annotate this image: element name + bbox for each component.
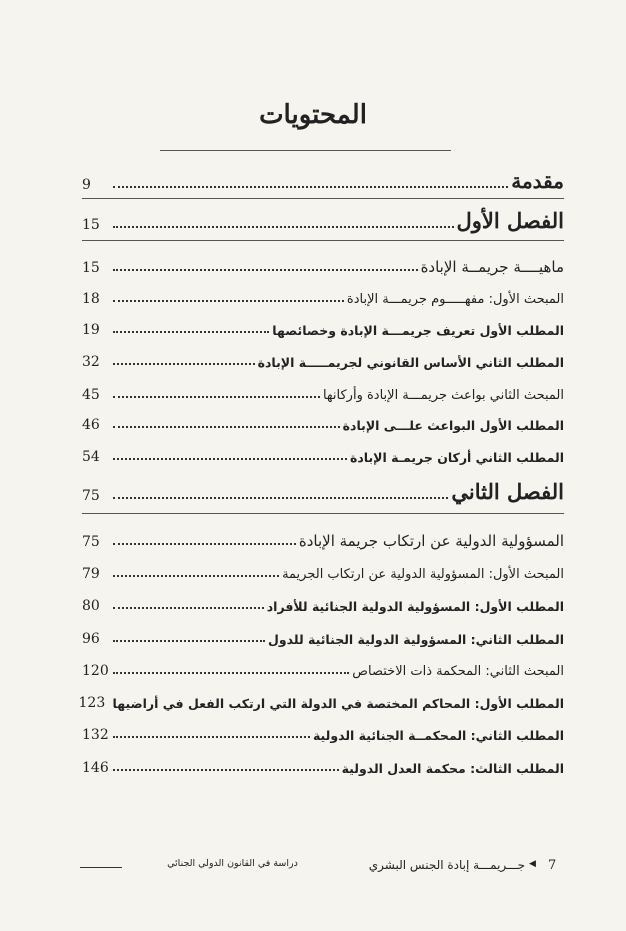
toc-entry — [82, 621, 564, 647]
toc-leader-dots — [113, 185, 508, 188]
toc-entry-page: 79 — [82, 566, 100, 582]
toc-entry-page: 75 — [82, 488, 100, 504]
toc-entry — [82, 653, 564, 679]
toc-entry — [82, 750, 564, 776]
toc-entry — [82, 556, 564, 582]
toc-entry-page: 32 — [82, 354, 100, 370]
toc-entry-title: المطلب الأول تعريف جريمـــة الإبادة وخصائصها — [272, 323, 564, 338]
toc-leader-dots — [113, 735, 310, 738]
toc-entry-page: 123 — [78, 695, 106, 711]
toc-entry-title: ماهيــــة جريمــة الإبادة — [420, 258, 564, 276]
toc-leader-dots — [113, 606, 264, 609]
toc-entry — [82, 588, 564, 614]
toc-entry-title: المطلب الأول البواعث علـــى الإبادة — [342, 418, 564, 433]
toc-leader-dots — [113, 299, 344, 302]
toc-leader-dots — [113, 362, 255, 365]
toc-entry — [82, 377, 564, 403]
toc-entry — [82, 524, 564, 550]
toc-entry — [82, 312, 564, 338]
toc-entry-page: 45 — [82, 387, 100, 403]
footer-rule — [80, 867, 122, 868]
toc-entry-page: 132 — [82, 727, 109, 743]
toc-entry-page: 9 — [82, 177, 91, 193]
toc-entry-page: 46 — [82, 417, 100, 433]
toc-entry-title: المطلب الثالث: محكمة العدل الدولية — [341, 761, 564, 776]
toc-entry-title: المطلب الثاني: المحكمــة الجنائية الدولية — [312, 728, 564, 743]
page-title: المحتويات — [259, 100, 367, 130]
toc-entry-title: المبحث الثاني: المحكمة ذات الاختصاص — [352, 664, 564, 679]
toc-entry-title: مقدمة — [511, 169, 564, 193]
toc-entry-title: المسؤولية الدولية عن ارتكاب جريمة الإبادة — [298, 532, 564, 550]
toc-entry-title: المطلب الثاني أركان جريمـة الإبادة — [350, 450, 564, 465]
toc-leader-dots — [113, 395, 320, 398]
toc-entry — [82, 344, 564, 370]
toc-entry — [82, 281, 564, 307]
toc-entry-title: المبحث الأول: المسؤولية الدولية عن ارتكاب الجريمة — [282, 567, 564, 582]
toc-entry — [78, 685, 564, 711]
toc-entry-title: المطلب الثاني الأساس القانوني لجريمـــــة الإبادة — [257, 355, 564, 370]
toc-leader-dots — [113, 425, 340, 428]
toc-entry-title: المبحث الثاني بواعث جريمـــة الإبادة وأركانها — [322, 388, 564, 403]
toc-entry-title: المطلب الأول: المحاكم المختصة في الدولة التي ارتكب الفعل في أراضيها — [112, 696, 564, 711]
row-separator — [82, 198, 564, 199]
toc-leader-dots — [113, 639, 265, 642]
row-separator — [82, 240, 564, 241]
toc-leader-dots — [113, 671, 349, 674]
toc-leader-dots — [113, 574, 279, 577]
page-number: 7 — [548, 858, 557, 873]
toc-leader-dots — [113, 542, 296, 545]
toc-entry-page: 120 — [82, 663, 109, 679]
toc-entry — [82, 207, 564, 233]
toc-leader-dots — [113, 330, 269, 333]
toc-entry-title: المطلب الثاني: المسؤولية الدولية الجنائية للدول — [268, 632, 564, 647]
toc-entry-title: المطلب الأول: المسؤولية الدولية الجنائية للأفراد — [266, 599, 564, 614]
toc-leader-dots — [113, 457, 347, 460]
page-footer — [0, 852, 626, 876]
toc-entry-page: 96 — [82, 631, 100, 647]
arrow-left-icon: ◀ — [529, 859, 536, 869]
toc-leader-dots — [113, 268, 418, 271]
toc-entry-page: 15 — [82, 260, 100, 276]
toc-entry-title: الفصل الأول — [456, 208, 564, 233]
toc-entry-page: 19 — [82, 322, 100, 338]
toc-entry-page: 80 — [82, 598, 100, 614]
row-separator — [82, 513, 564, 514]
title-separator — [160, 150, 451, 151]
toc-entry — [82, 717, 564, 743]
toc-entry — [82, 167, 564, 193]
toc-entry-page: 54 — [82, 449, 100, 465]
toc-entry — [82, 407, 564, 433]
toc-entry — [82, 478, 564, 504]
toc-leader-dots — [113, 496, 448, 499]
toc-entry-title: المبحث الأول: مفهـــــوم جريمـــة الإبادة — [346, 292, 564, 307]
toc-entry-page: 75 — [82, 534, 100, 550]
toc-entry-title: الفصل الثاني — [451, 479, 564, 504]
toc-entry-page: 146 — [82, 760, 109, 776]
toc-entry-page: 18 — [82, 291, 100, 307]
toc-leader-dots — [113, 768, 339, 771]
toc-entry — [82, 439, 564, 465]
toc-entry — [82, 250, 564, 276]
running-header-series: دراسة في القانون الدولي الجنائي — [167, 858, 298, 869]
toc-entry-page: 15 — [82, 217, 100, 233]
toc-leader-dots — [113, 225, 454, 228]
running-header-book-title: جـــريمـــة إبادة الجنس البشري — [368, 858, 525, 872]
